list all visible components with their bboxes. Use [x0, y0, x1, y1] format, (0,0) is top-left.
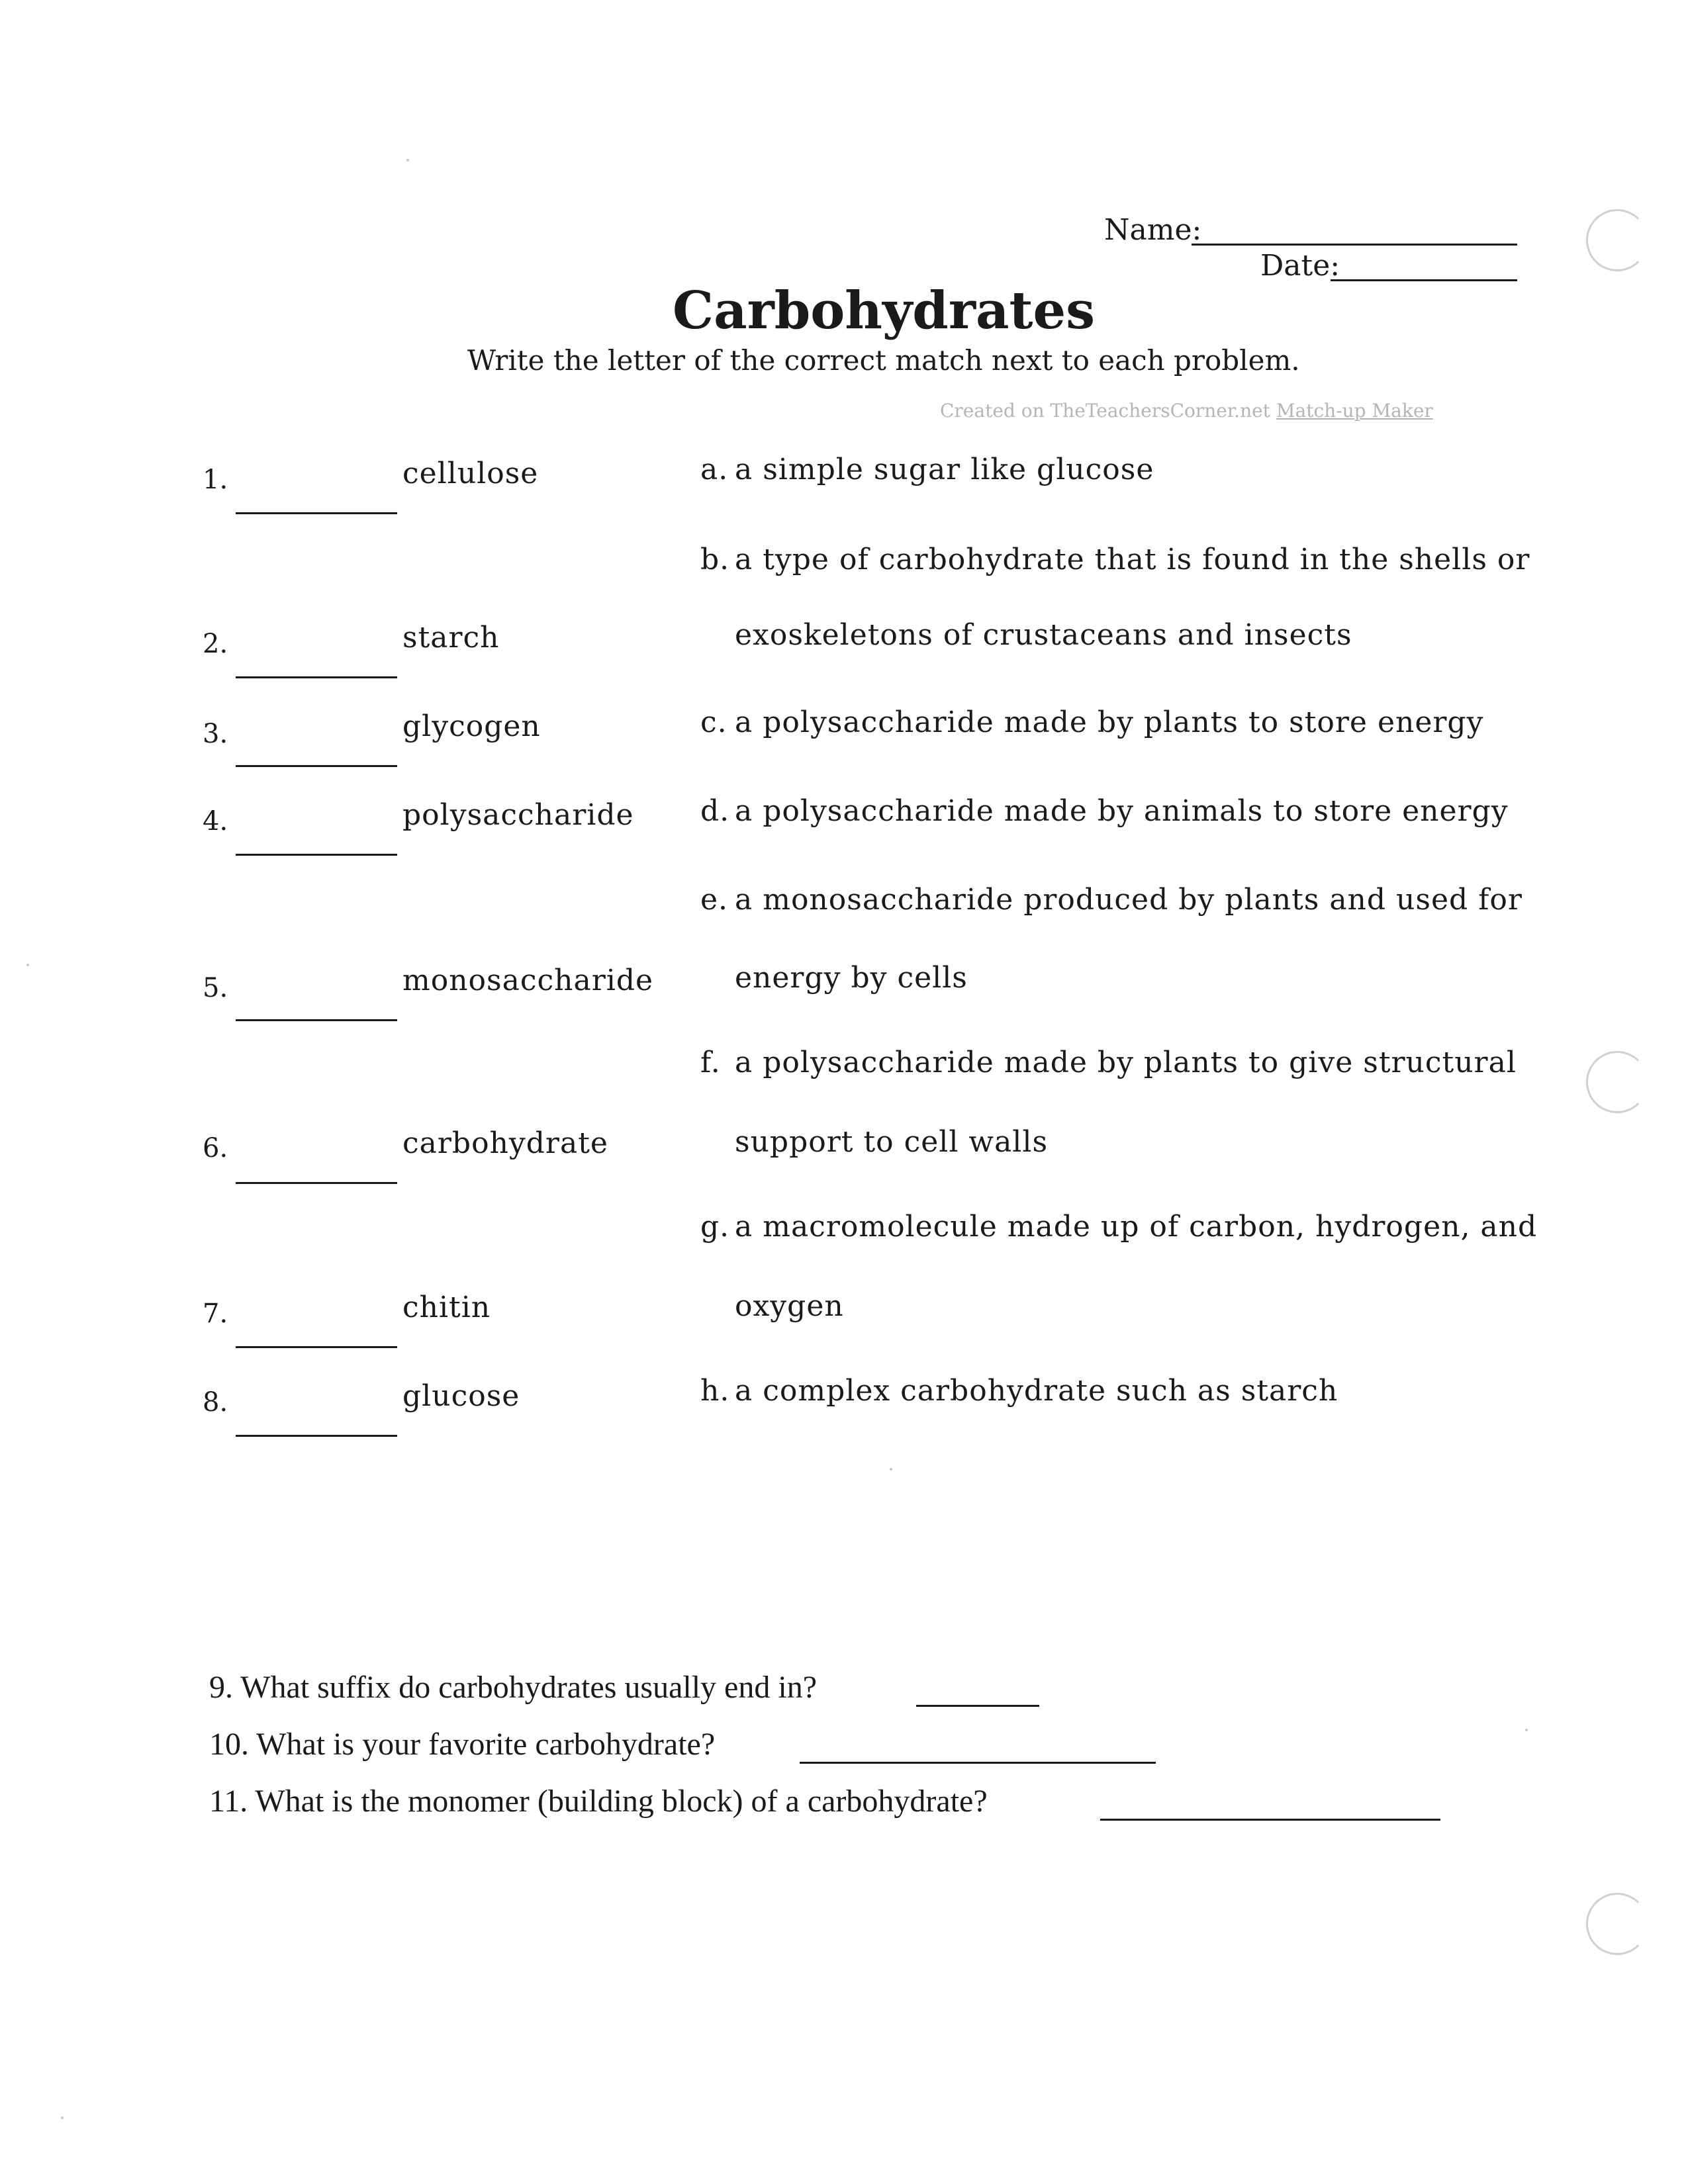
name-label: Name: [1104, 213, 1202, 247]
answer-blank[interactable] [236, 854, 397, 856]
question-9-answer[interactable] [916, 1705, 1039, 1707]
problem-number: 5. [203, 973, 228, 1003]
answer-text: a monosaccharide produced by plants and used for [735, 883, 1523, 917]
question-9: 9. What suffix do carbohydrates usually end in? [209, 1670, 817, 1705]
answer-text: a polysaccharide made by plants to give structural [735, 1046, 1517, 1079]
problem-term: monosaccharide [402, 964, 654, 997]
answer-letter: g. [700, 1210, 730, 1244]
binder-hole [1586, 1051, 1648, 1113]
credit-link[interactable]: Match-up Maker [1276, 400, 1433, 422]
scan-speck [1525, 1729, 1528, 1731]
problem-term: glycogen [402, 709, 541, 743]
answer-blank[interactable] [236, 676, 397, 678]
problem-number: 1. [203, 465, 228, 495]
question-11: 11. What is the monomer (building block) of a carbohydrate? [209, 1784, 988, 1819]
scan-speck [26, 964, 29, 966]
name-field[interactable] [1192, 244, 1517, 246]
binder-hole [1586, 1893, 1648, 1955]
question-10-answer[interactable] [800, 1762, 1156, 1764]
scan-speck [61, 2116, 64, 2119]
answer-letter: c. [700, 705, 727, 739]
problem-number: 6. [203, 1133, 228, 1163]
problem-number: 4. [203, 806, 228, 837]
answer-text: a polysaccharide made by plants to store energy [735, 705, 1484, 739]
answer-letter: d. [700, 794, 730, 828]
answer-text: energy by cells [735, 961, 968, 995]
scan-speck [890, 1468, 892, 1471]
answer-text: oxygen [735, 1289, 844, 1323]
answer-letter: e. [700, 883, 729, 917]
problem-number: 3. [203, 719, 228, 749]
answer-blank[interactable] [236, 765, 397, 767]
answer-letter: a. [700, 453, 729, 486]
answer-text: a complex carbohydrate such as starch [735, 1374, 1338, 1408]
answer-letter: b. [700, 543, 730, 576]
page-title: Carbohydrates [673, 281, 1096, 341]
answer-blank[interactable] [236, 512, 397, 514]
problem-term: carbohydrate [402, 1126, 608, 1160]
answer-blank[interactable] [236, 1346, 397, 1348]
problem-number: 2. [203, 629, 228, 659]
answer-blank[interactable] [236, 1019, 397, 1021]
answer-blank[interactable] [236, 1435, 397, 1437]
answer-text: a polysaccharide made by animals to store energy [735, 794, 1509, 828]
problem-term: starch [402, 621, 500, 655]
problem-number: 8. [203, 1387, 228, 1418]
question-10: 10. What is your favorite carbohydrate? [209, 1727, 716, 1762]
answer-blank[interactable] [236, 1182, 397, 1184]
answer-letter: f. [700, 1046, 721, 1079]
scan-speck [406, 159, 409, 161]
problem-term: chitin [402, 1291, 491, 1324]
answer-text: a type of carbohydrate that is found in the shells or [735, 543, 1530, 576]
credit-prefix: Created on TheTeachersCorner.net [940, 400, 1270, 422]
answer-letter: h. [700, 1374, 730, 1408]
answer-text: exoskeletons of crustaceans and insects [735, 618, 1352, 652]
answer-text: support to cell walls [735, 1125, 1049, 1159]
question-11-answer[interactable] [1100, 1819, 1440, 1821]
answer-text: a macromolecule made up of carbon, hydrogen, and [735, 1210, 1538, 1244]
instructions: Write the letter of the correct match next to each problem. [467, 344, 1300, 377]
date-label: Date: [1260, 249, 1340, 283]
problem-number: 7. [203, 1298, 228, 1329]
credit-line [940, 400, 1433, 422]
problem-term: glucose [402, 1379, 520, 1413]
binder-hole [1586, 209, 1648, 271]
problem-term: polysaccharide [402, 798, 634, 832]
date-field[interactable] [1331, 279, 1517, 281]
problem-term: cellulose [402, 457, 539, 490]
answer-text: a simple sugar like glucose [735, 453, 1154, 486]
